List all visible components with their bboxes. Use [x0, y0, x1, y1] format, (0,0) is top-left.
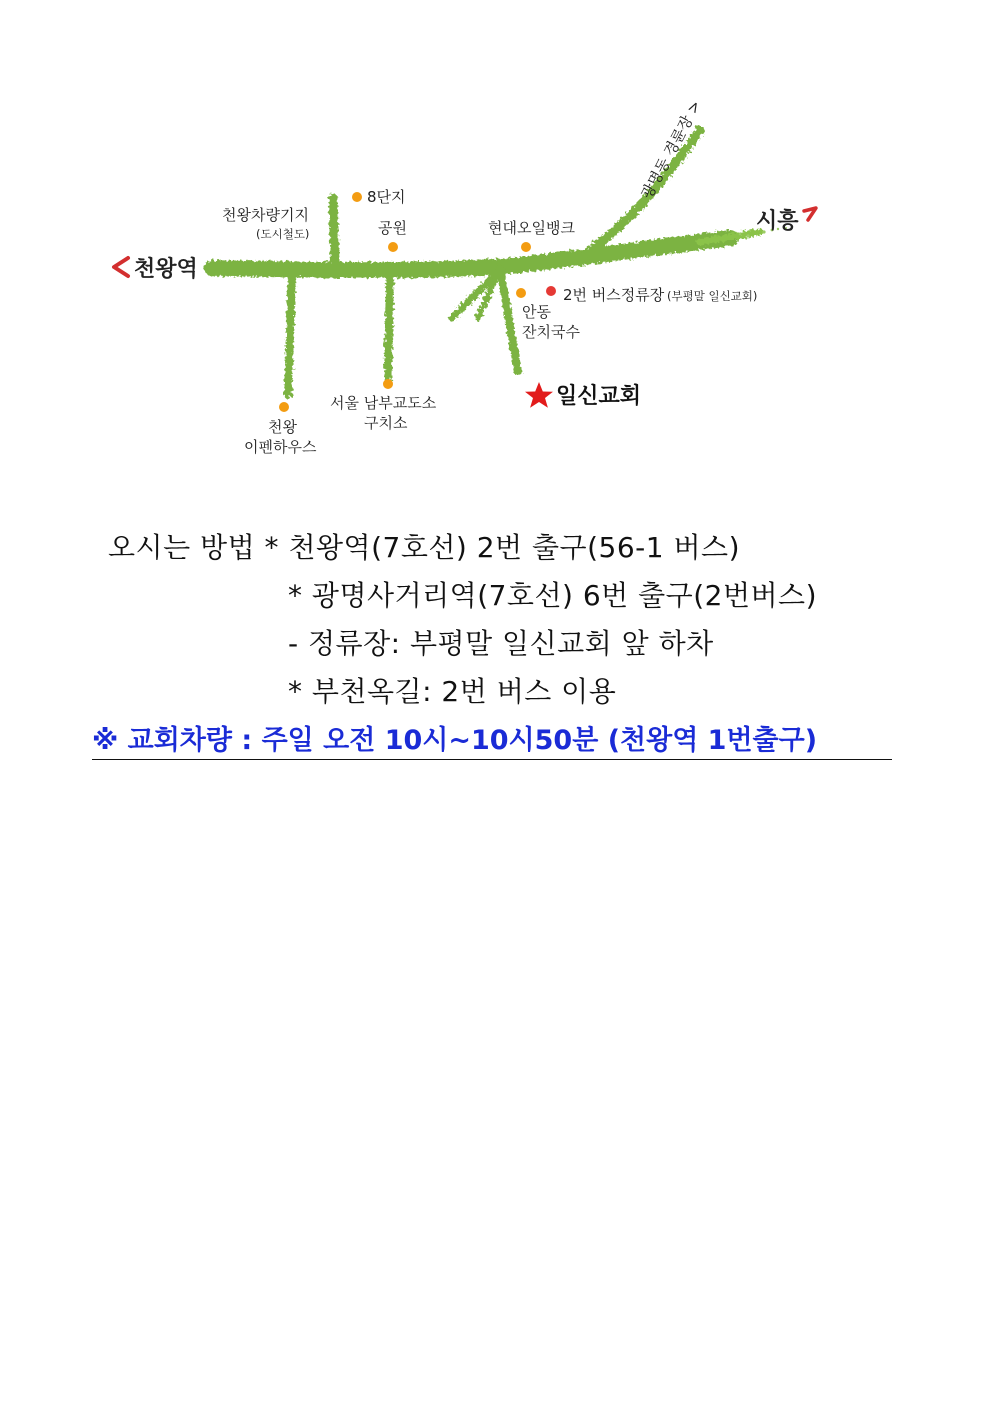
label-hyundai-oilbank: 현대오일뱅크	[488, 219, 575, 237]
label-depot-line2: (도시철도)	[256, 227, 310, 241]
label-bus-stop-sub: (부평말 일신교회)	[667, 289, 758, 303]
label-racetrack: 광명동 경륜장 >	[637, 97, 705, 202]
label-bus-stop-main: 2번 버스정류장	[563, 286, 665, 304]
directions-line-bucheon: * 부천옥길: 2번 버스 이용	[288, 675, 617, 708]
label-andong-line1: 안동	[522, 303, 551, 321]
directions-line-cheonwang: 오시는 방법 * 천왕역(7호선) 2번 출구(56-1 버스)	[108, 531, 740, 564]
north-road	[333, 198, 335, 262]
label-ipen-line1: 천왕	[268, 418, 297, 436]
label-siheung: 시흥	[756, 209, 799, 234]
label-8danji: 8단지	[367, 188, 406, 206]
marker-andong	[516, 288, 526, 298]
church-shuttle-notice: ※ 교회차량 : 주일 오전 10시~10시50분 (천왕역 1번출구)	[92, 718, 892, 760]
label-prison-line1: 서울 남부교도소	[330, 394, 437, 412]
marker-ipen-house	[279, 402, 289, 412]
church-star-icon	[525, 382, 553, 408]
label-church: 일신교회	[556, 384, 642, 409]
prison-road	[388, 272, 390, 378]
marker-8danji	[352, 192, 362, 202]
marker-bus-stop	[546, 286, 556, 296]
marker-park	[388, 242, 398, 252]
west-arrow-icon	[114, 258, 128, 276]
directions-line-gwangmyeong: * 광명사거리역(7호선) 6번 출구(2번버스)	[288, 579, 818, 612]
marker-prison	[383, 379, 393, 389]
location-map	[0, 0, 992, 480]
directions-line-bus-stop: - 정류장: 부평말 일신교회 앞 하차	[288, 627, 714, 660]
ipen-road	[288, 272, 292, 395]
main-road	[212, 238, 730, 270]
siheung-arrow-icon	[804, 208, 816, 220]
road-network	[212, 130, 760, 395]
label-cheonwang-station: 천왕역	[134, 257, 198, 282]
marker-hyundai-oilbank	[521, 242, 531, 252]
label-depot-line1: 천왕차량기지	[222, 206, 309, 224]
label-andong-line2: 잔치국수	[522, 323, 580, 341]
church-road	[500, 268, 518, 372]
label-ipen-line2: 이펜하우스	[244, 438, 317, 456]
label-prison-line2: 구치소	[364, 414, 408, 432]
label-park: 공원	[378, 219, 407, 237]
